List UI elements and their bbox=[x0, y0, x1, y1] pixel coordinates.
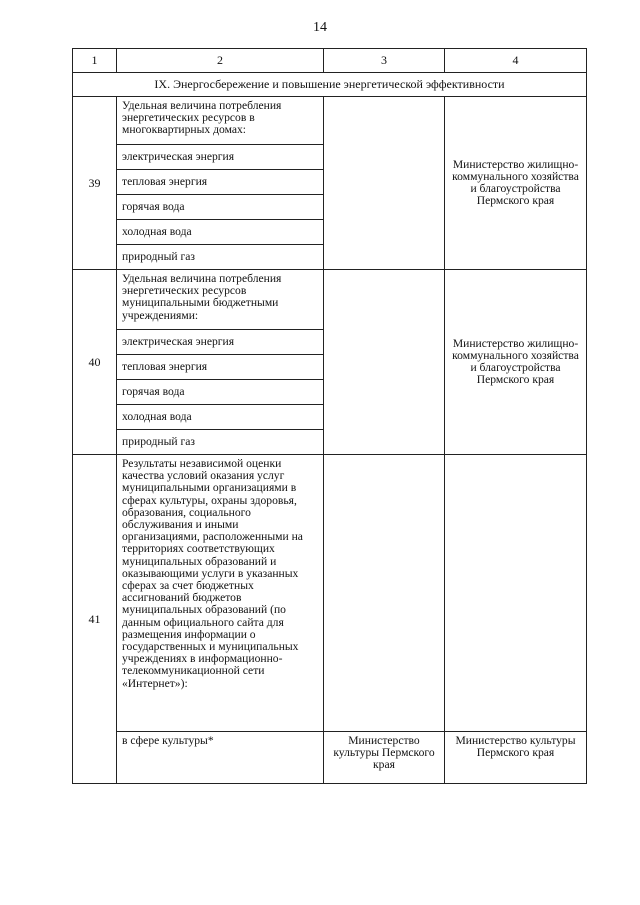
table-row bbox=[73, 455, 587, 732]
col3-cell bbox=[324, 270, 445, 455]
sub-item: электрическая энергия bbox=[117, 330, 324, 355]
indicator-title: Удельная величина потребления энергетических ресурсов в многоквартирных домах: bbox=[117, 97, 324, 145]
table-row bbox=[73, 97, 587, 145]
row-number: 41 bbox=[73, 455, 117, 784]
indicator-title: Удельная величина потребления энергетических ресурсов муниципальными бюджетными учреждениями: bbox=[117, 270, 324, 330]
responsible-body: Министерство жилищно-коммунального хозяйства и благоустройства Пермского края bbox=[445, 97, 587, 270]
col4-cell bbox=[445, 455, 587, 732]
col3-cell bbox=[324, 97, 445, 270]
sub-item: холодная вода bbox=[117, 405, 324, 430]
indicators-table bbox=[72, 48, 587, 784]
section-row bbox=[73, 73, 587, 97]
table-row bbox=[73, 732, 587, 784]
header-col-2: 2 bbox=[117, 49, 324, 73]
table-row bbox=[73, 270, 587, 330]
sub-item: природный газ bbox=[117, 245, 324, 270]
responsible-body: Министерство культуры Пермского края bbox=[445, 732, 587, 784]
header-col-3: 3 bbox=[324, 49, 445, 73]
sub-item: природный газ bbox=[117, 430, 324, 455]
sub-item: холодная вода bbox=[117, 220, 324, 245]
row-number: 39 bbox=[73, 97, 117, 270]
section-title: IX. Энергосбережение и повышение энергетической эффективности bbox=[73, 73, 587, 97]
row-number: 40 bbox=[73, 270, 117, 455]
header-row bbox=[73, 49, 587, 73]
page-number: 14 bbox=[313, 20, 327, 35]
indicator-title: Результаты независимой оценки качества условий оказания услуг муниципальными организациями в сферах культуры, охраны здоровья, образования, социального обслуживания и иными организациями, расположенными на территориях соответствующих муниципальных образований и оказывающими услуги в указанных сферах за счет бюджетных ассигнований бюджетов муниципальных образований (по данным официального сайта для размещения информации о государственных и муниципальных учреждениях в информационно-телекоммуникационной сети «Интернет»): bbox=[117, 455, 324, 732]
sub-item: тепловая энергия bbox=[117, 355, 324, 380]
responsible-body: Министерство жилищно-коммунального хозяйства и благоустройства Пермского края bbox=[445, 270, 587, 455]
sub-item: горячая вода bbox=[117, 380, 324, 405]
header-col-4: 4 bbox=[445, 49, 587, 73]
header-col-1: 1 bbox=[73, 49, 117, 73]
sub-item: горячая вода bbox=[117, 195, 324, 220]
sub-item: электрическая энергия bbox=[117, 145, 324, 170]
sub-item: в сфере культуры* bbox=[117, 732, 324, 784]
responsible-body: Министерство культуры Пермского края bbox=[324, 732, 445, 784]
col3-cell bbox=[324, 455, 445, 732]
sub-item: тепловая энергия bbox=[117, 170, 324, 195]
